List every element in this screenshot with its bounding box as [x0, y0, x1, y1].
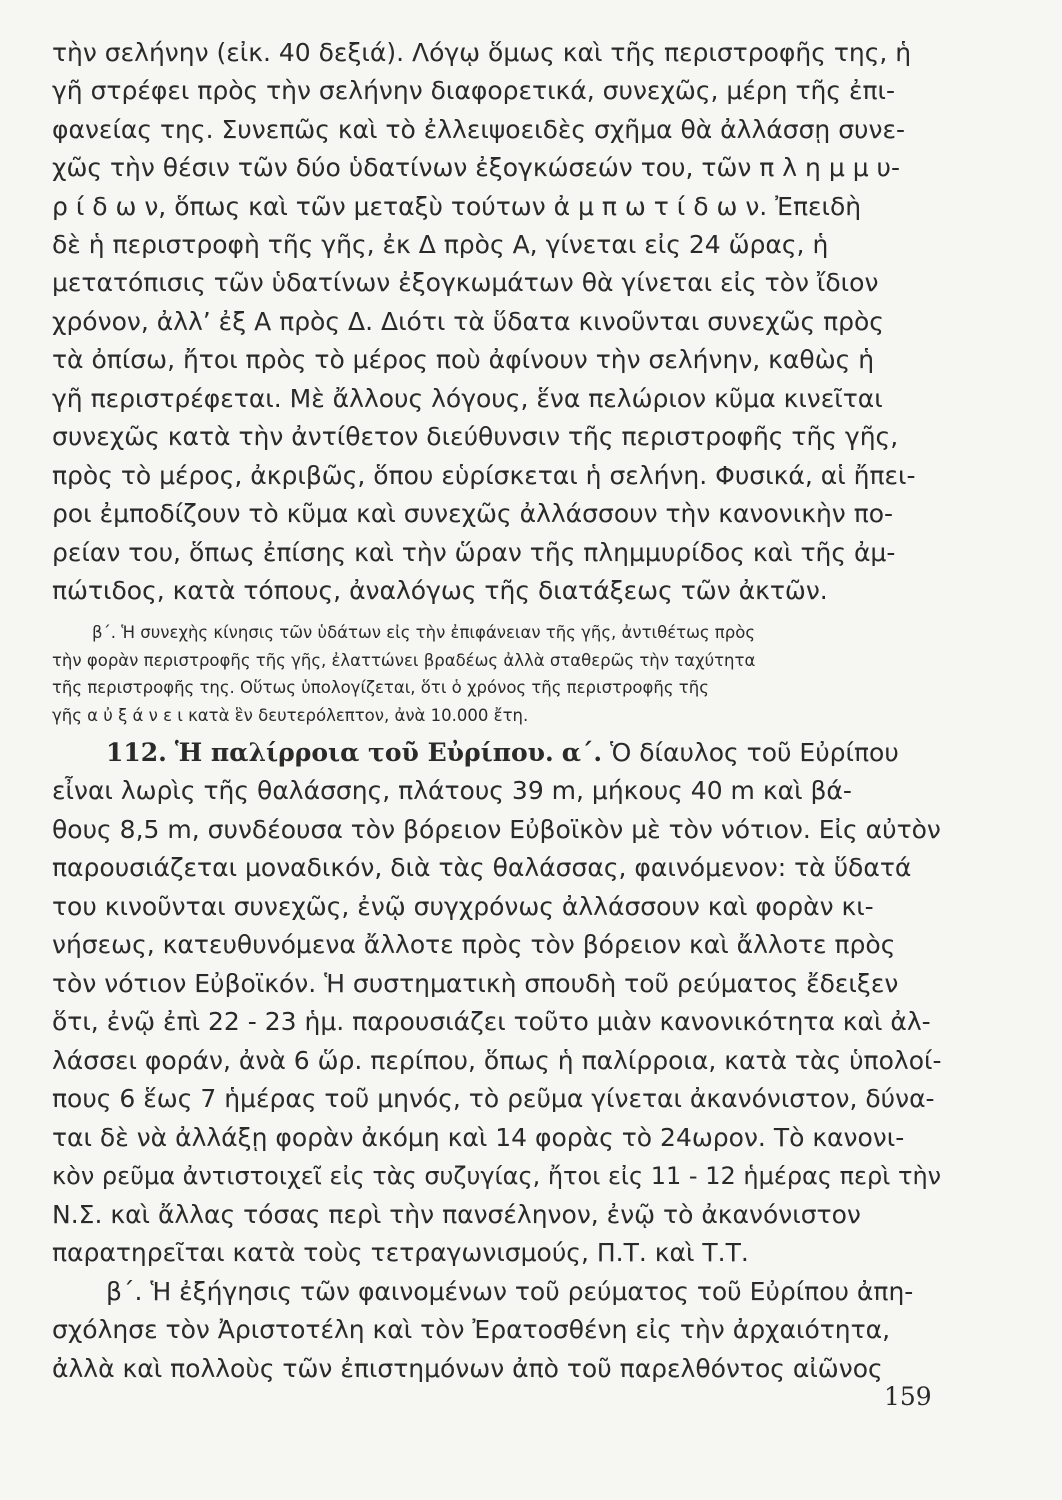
para2-line-4: του κινοῦνται συνεχῶς, ἐνῷ συγχρόνως ἀλλάσσουν καὶ φορὰν κι-: [52, 892, 874, 921]
para1-line-13: ροι ἐμποδίζουν τὸ κῦμα καὶ συνεχῶς ἀλλάσσουν τὴν κανονικὴν πο-: [52, 499, 894, 528]
para1-line-6: δὲ ἡ περιστροφὴ τῆς γῆς, ἐκ Δ πρὸς Α, γίνεται εἰς 24 ὥρας, ἡ: [52, 230, 829, 259]
section-first-line-text: Ὁ δίαυλος τοῦ Εὐρίπου: [610, 738, 899, 767]
para2-line-7: ὅτι, ἐνῷ ἐπὶ 22 - 23 ἡμ. παρουσιάζει τοῦτο μιὰν κανονικότητα καὶ ἀλ-: [52, 1007, 931, 1036]
para3-line-3: ἀλλὰ καὶ πολλοὺς τῶν ἐπιστημόνων ἀπὸ τοῦ παρελθόντος αἰῶνος: [52, 1354, 883, 1383]
para2-line-6: τὸν νότιον Εὐβοϊκόν. Ἡ συστηματικὴ σπουδὴ τοῦ ρεύματος ἔδειξεν: [52, 969, 899, 998]
para2-line-3: παρουσιάζεται μοναδικόν, διὰ τὰς θαλάσσας, φαινόμενον: τὰ ὕδατά: [52, 853, 912, 882]
section-title: Ἡ παλίρροια τοῦ Εὐρίπου.: [174, 738, 554, 767]
para1-line-2: γῆ στρέφει πρὸς τὴν σελήνην διαφορετικά, συνεχῶς, μέρη τῆς ἐπι-: [52, 76, 896, 105]
para1-line-15: πώτιδος, κατὰ τόπους, ἀναλόγως τῆς διατάξεως τῶν ἀκτῶν.: [52, 576, 828, 605]
para1-line-5: ρ ί δ ω ν, ὅπως καὶ τῶν μεταξὺ τούτων ἀ μ π ω τ ί δ ω ν. Ἐπειδὴ: [52, 192, 862, 221]
note-line-3: τῆς περιστροφῆς της. Οὕτως ὑπολογίζεται, ὅτι ὁ χρόνος τῆς περιστροφῆς τῆς: [52, 678, 709, 697]
note-line-2: τὴν φορὰν περιστροφῆς τῆς γῆς, ἐλαττώνει βραδέως ἀλλὰ σταθερῶς τὴν ταχύτητα: [52, 651, 756, 670]
para1-line-9: τὰ ὀπίσω, ἤτοι πρὸς τὸ μέρος ποὺ ἀφίνουν τὴν σελήνην, καθὼς ἡ: [52, 345, 875, 374]
para1-line-7: μετατόπισις τῶν ὑδατίνων ἐξογκωμάτων θὰ γίνεται εἰς τὸν ἴδιον: [52, 268, 879, 297]
para2-line-5: νήσεως, κατευθυνόμενα ἄλλοτε πρὸς τὸν βόρειον καὶ ἄλλοτε πρὸς: [52, 930, 896, 959]
para1-line-4: χῶς τὴν θέσιν τῶν δύο ὑδατίνων ἐξογκώσεών του, τῶν π λ η μ μ υ-: [52, 153, 901, 182]
para1-line-1: τὴν σελήνην (εἰκ. 40 δεξιά). Λόγῳ ὅμως καὶ τῆς περιστροφῆς της, ἡ: [52, 38, 912, 67]
para2-line-8: λάσσει φοράν, ἀνὰ 6 ὥρ. περίπου, ὅπως ἡ παλίρροια, κατὰ τὰς ὑπολοί-: [52, 1046, 942, 1075]
para2-line-10: ται δὲ νὰ ἀλλάξῃ φορὰν ἀκόμη καὶ 14 φορὰς τὸ 24ωρον. Τὸ κανονι-: [52, 1123, 905, 1152]
para1-line-12: πρὸς τὸ μέρος, ἀκριβῶς, ὅπου εὑρίσκεται ἡ σελήνη. Φυσικά, αἱ ἤπει-: [52, 461, 916, 490]
para2-line-13: παρατηρεῖται κατὰ τοὺς τετραγωνισμούς, Π.Τ. καὶ Τ.Τ.: [52, 1238, 749, 1267]
note-line-1: β΄. Ἡ συνεχὴς κίνησις τῶν ὑδάτων εἰς τὴν ἐπιφάνειαν τῆς γῆς, ἀντιθέτως πρὸς: [92, 623, 755, 642]
para1-line-10: γῆ περιστρέφεται. Μὲ ἄλλους λόγους, ἕνα πελώριον κῦμα κινεῖται: [52, 384, 883, 413]
para3-line-1: β΄. Ἡ ἐξήγησις τῶν φαινομένων τοῦ ρεύματος τοῦ Εὐρίπου ἀπη-: [106, 1277, 914, 1306]
para1-line-14: ρείαν του, ὅπως ἐπίσης καὶ τὴν ὥραν τῆς πλημμυρίδος καὶ τῆς ἀμ-: [52, 538, 896, 567]
para1-line-8: χρόνον, ἀλλ’ ἐξ Α πρὸς Δ. Διότι τὰ ὕδατα κινοῦνται συνεχῶς πρὸς: [52, 307, 884, 336]
para2-line-2: θους 8,5 m, συνδέουσα τὸν βόρειον Εὐβοϊκὸν μὲ τὸν νότιον. Εἰς αὐτὸν: [52, 815, 941, 844]
para2-line-1: εἶναι λωρὶς τῆς θαλάσσης, πλάτους 39 m, μήκους 40 m καὶ βά-: [52, 776, 852, 805]
para2-line-9: πους 6 ἕως 7 ἡμέρας τοῦ μηνός, τὸ ρεῦμα γίνεται ἀκανόνιστον, δύνα-: [52, 1084, 935, 1113]
para2-line-12: Ν.Σ. καὶ ἄλλας τόσας περὶ τὴν πανσέληνον, ἐνῷ τὸ ἀκανόνιστον: [52, 1200, 861, 1229]
para1-line-11: συνεχῶς κατὰ τὴν ἀντίθετον διεύθυνσιν τῆς περιστροφῆς τῆς γῆς,: [52, 422, 899, 451]
para3-line-2: σχόλησε τὸν Ἀριστοτέλη καὶ τὸν Ἐρατοσθένη εἰς τὴν ἀρχαιότητα,: [52, 1315, 891, 1344]
page-number: 159: [884, 1382, 932, 1411]
section-sub-a: α΄.: [561, 738, 603, 767]
section-number: 112.: [106, 738, 167, 767]
para2-line-11: κὸν ρεῦμα ἀντιστοιχεῖ εἰς τὰς συζυγίας, ἤτοι εἰς 11 - 12 ἡμέρας περὶ τὴν: [52, 1162, 942, 1190]
note-line-4: γῆς α ὐ ξ ά ν ε ι κατὰ ἓν δευτερόλεπτον, ἀνὰ 10.000 ἔτη.: [52, 706, 529, 725]
section-heading-line: [106, 738, 952, 768]
para1-line-3: φανείας της. Συνεπῶς καὶ τὸ ἐλλειψοειδὲς σχῆμα θὰ ἀλλάσσῃ συνε-: [52, 115, 906, 144]
